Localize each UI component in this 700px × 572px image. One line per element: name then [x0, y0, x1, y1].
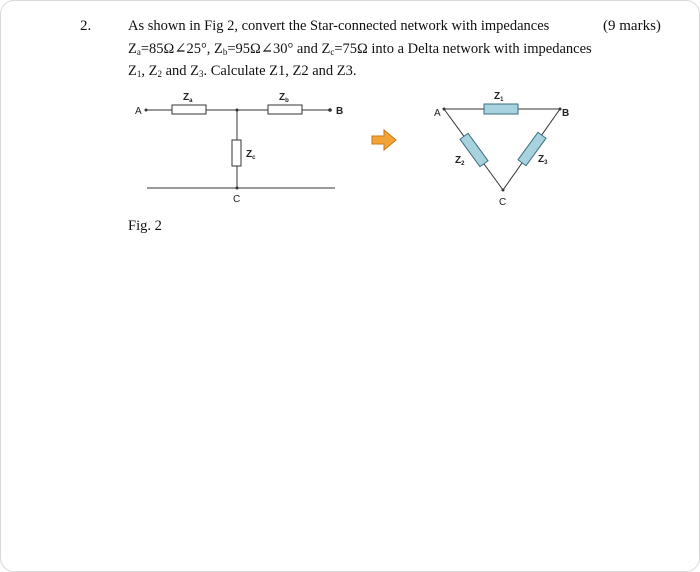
figure-caption: Fig. 2 [128, 218, 162, 234]
star-label-a: A [135, 106, 142, 117]
question-number: 2. [80, 18, 92, 34]
delta-node-a-dot [443, 108, 446, 111]
zb-value: =95Ω∠30° and [227, 41, 322, 57]
star-label-za [183, 92, 193, 104]
star-za-letter: Z [183, 92, 190, 103]
delta-z1-letter: Z [494, 91, 501, 102]
star-za-sub: a [189, 98, 193, 104]
question-tail: . Calculate Z1, Z2 and Z3. [203, 63, 357, 79]
delta-label-z1 [494, 91, 504, 103]
delta-z2-letter: Z [455, 155, 462, 166]
star-resistor-za [172, 105, 206, 114]
star-node-b-dot [328, 108, 332, 112]
delta-label-a: A [434, 108, 441, 119]
sep-1: , [141, 63, 149, 79]
z1-subscript: 1 [136, 69, 142, 79]
delta-z3-letter: Z [538, 154, 545, 165]
delta-label-z3 [538, 154, 548, 166]
star-resistor-zc [232, 140, 241, 166]
star-label-b: B [336, 106, 344, 117]
delta-label-b: B [562, 108, 570, 119]
z2-symbol: Z [148, 63, 158, 79]
question-marks: (9 marks) [603, 18, 661, 34]
z2-subscript: 2 [157, 69, 162, 79]
za-value: =85Ω∠25°, [140, 41, 215, 57]
delta-resistor-z1 [484, 104, 518, 114]
star-zb-letter: Z [279, 92, 286, 103]
za-symbol: Z [128, 41, 137, 57]
star-resistor-zb [268, 105, 302, 114]
sep-2: and [161, 63, 191, 79]
star-junction-dot [236, 109, 239, 112]
delta-label-z2 [455, 155, 465, 167]
star-network [146, 105, 335, 188]
z1-symbol: Z [128, 63, 137, 79]
delta-node-c-dot [502, 189, 505, 192]
zc-subscript: c [330, 47, 335, 57]
conversion-arrow-icon [372, 130, 396, 150]
za-subscript: a [136, 47, 141, 57]
star-zb-sub: b [285, 98, 289, 104]
z3-subscript: 3 [199, 69, 204, 79]
star-label-zc [246, 149, 256, 161]
delta-z2-sub: 2 [461, 161, 465, 167]
delta-label-c: C [499, 197, 507, 208]
star-zc-sub: c [252, 155, 256, 161]
zb-subscript: b [222, 47, 228, 57]
z3-symbol: Z [190, 63, 200, 79]
question-line-1: As shown in Fig 2, convert the Star-connected network with impedances [128, 18, 550, 34]
zc-value: =75Ω into a Delta network with impedances [334, 41, 592, 57]
zc-symbol: Z [321, 41, 331, 57]
delta-z1-sub: 1 [500, 97, 504, 103]
delta-z3-sub: 3 [544, 160, 548, 166]
star-label-zb [279, 92, 289, 104]
star-label-c: C [233, 194, 241, 205]
delta-network [444, 109, 560, 190]
star-zc-letter: Z [246, 149, 253, 160]
star-node-a-dot [145, 109, 148, 112]
star-node-c-dot [236, 187, 239, 190]
zb-symbol: Z [214, 41, 223, 57]
